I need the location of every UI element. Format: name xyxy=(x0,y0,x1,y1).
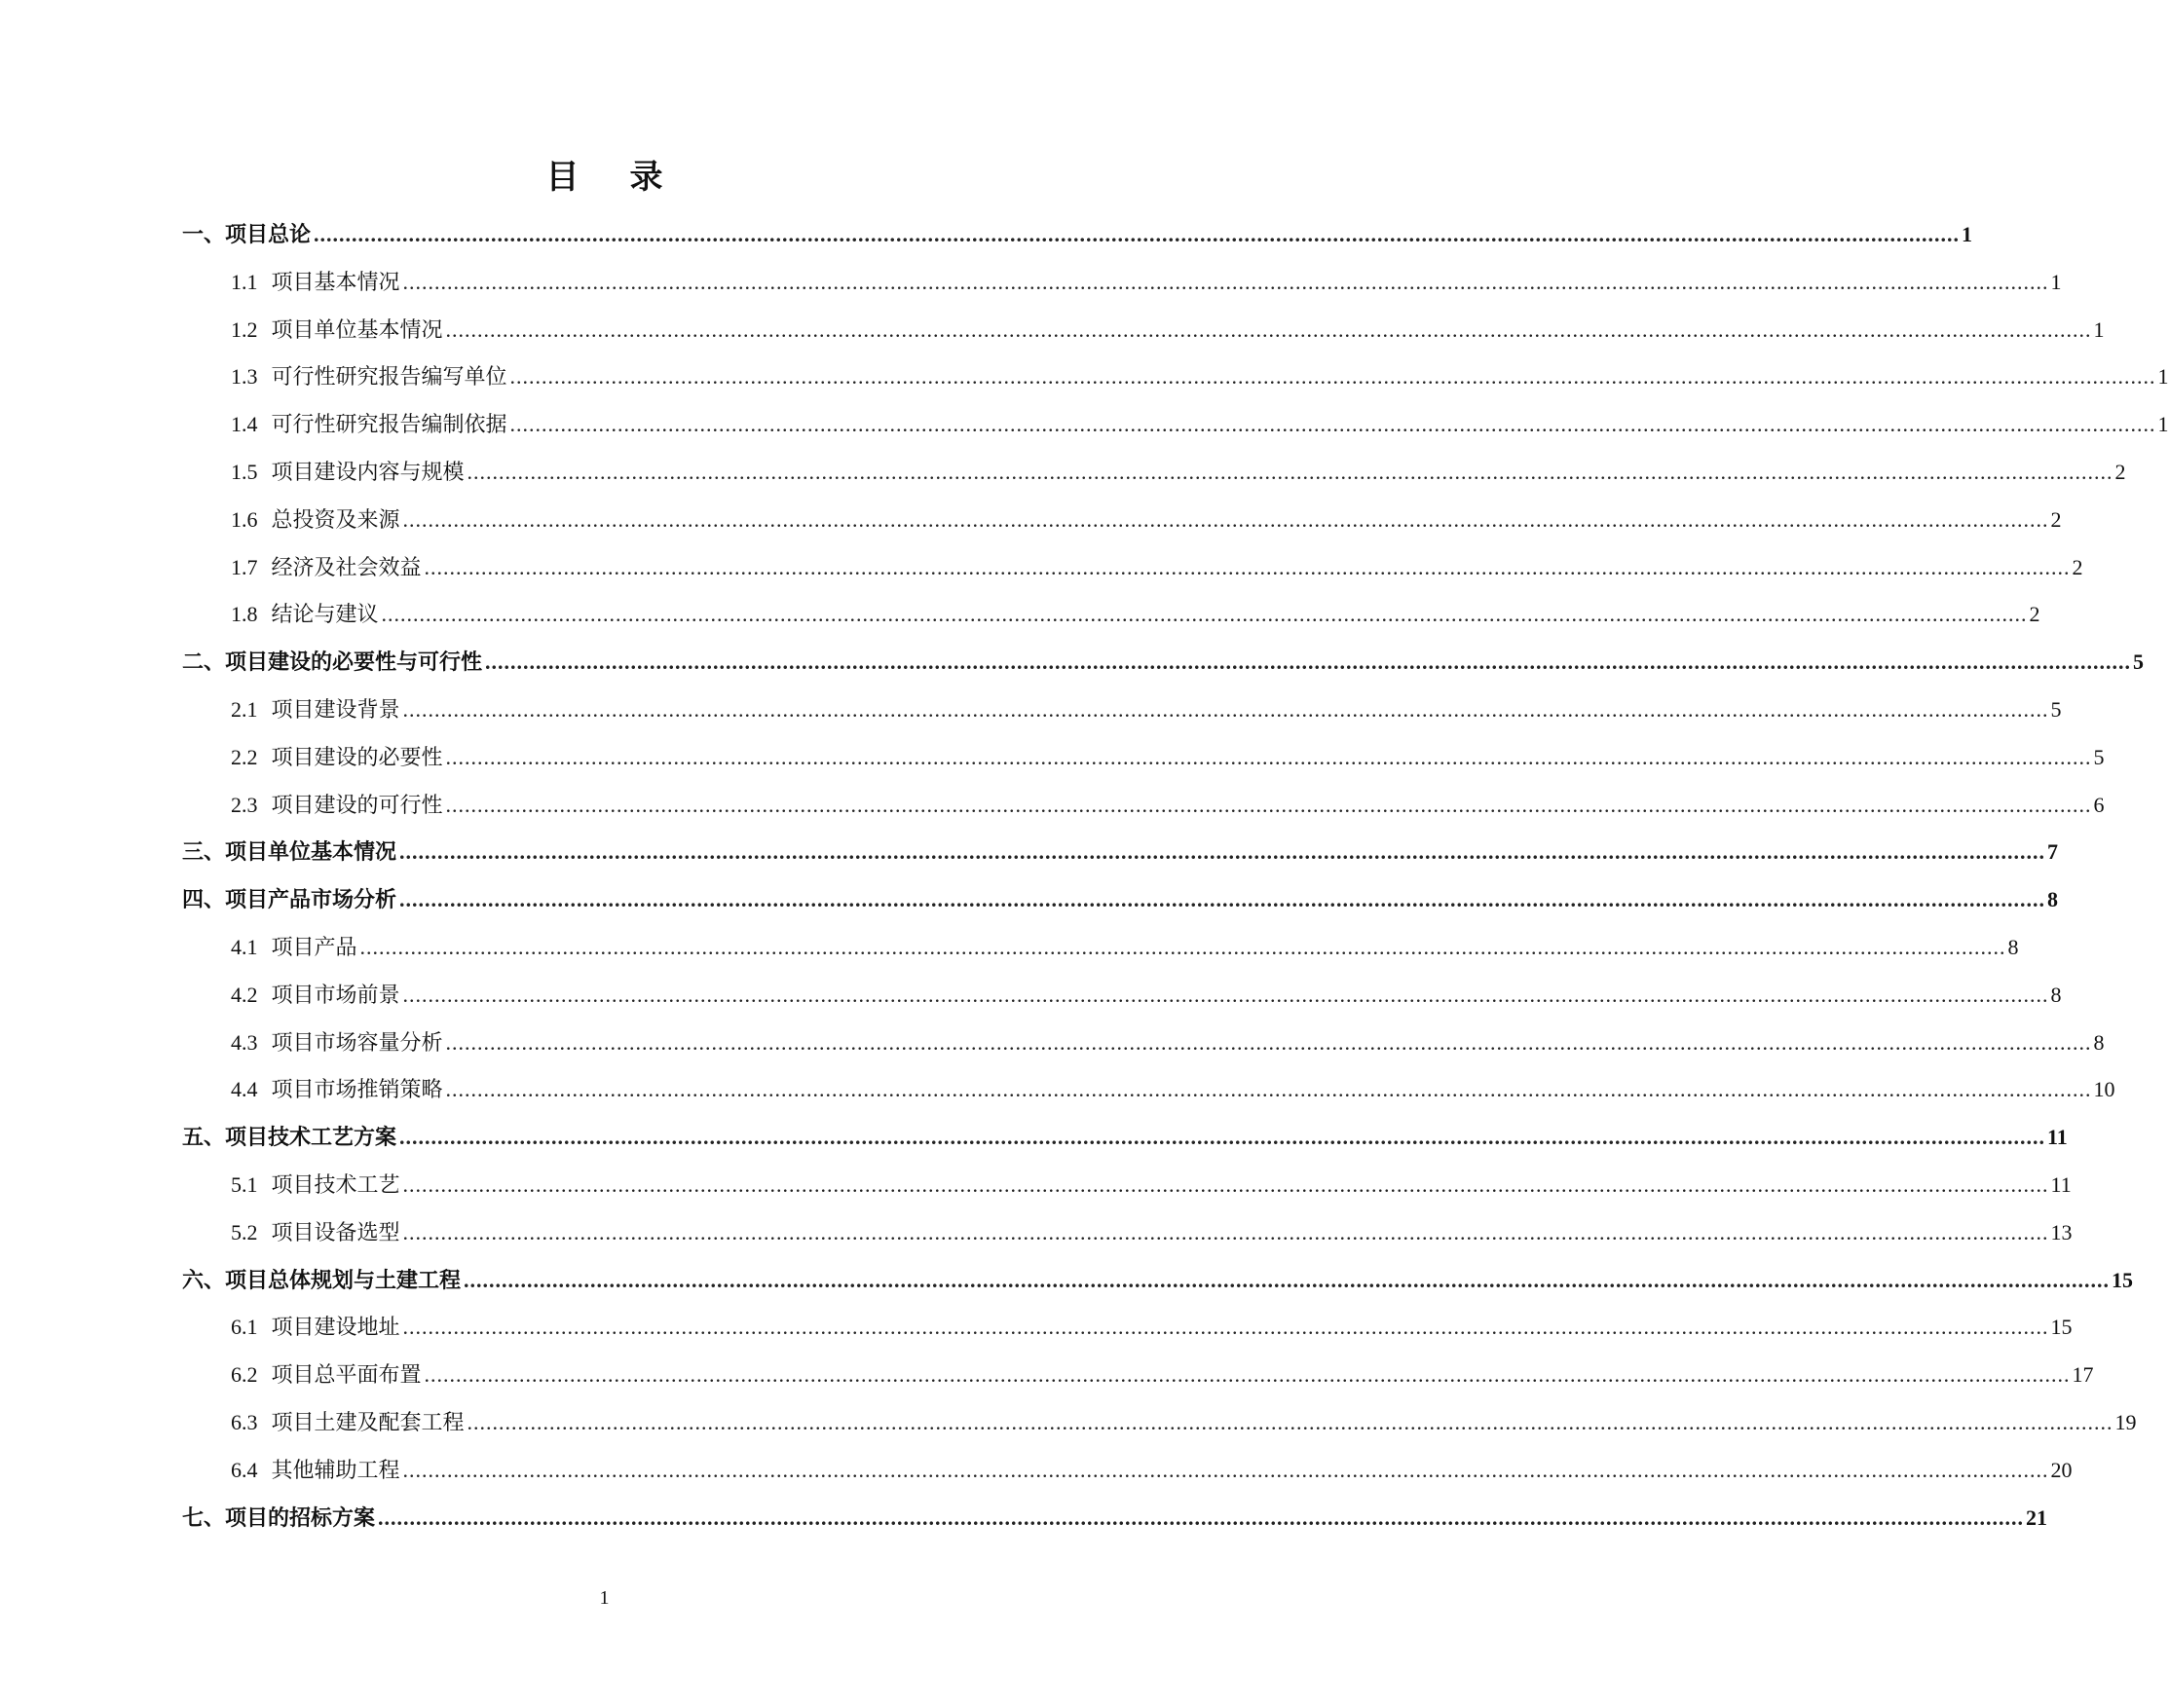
toc-leader-dots: .................................................................................................................................................................................................................................................................... xyxy=(445,1077,2092,1102)
toc-entry-title: 项目市场推销策略 xyxy=(271,1077,443,1102)
toc-section-entry[interactable] xyxy=(182,1304,2073,1352)
toc-entry-page-number: 11 xyxy=(2050,1171,2072,1197)
toc-entry-title: 七、项目的招标方案 xyxy=(182,1504,376,1530)
toc-entry-page-number: 13 xyxy=(2050,1219,2073,1244)
toc-entry-page-number: 11 xyxy=(2047,1125,2068,1150)
toc-section-entry[interactable] xyxy=(182,972,2062,1020)
toc-section-entry[interactable] xyxy=(182,353,2169,401)
toc-entry-page-number: 2 xyxy=(2050,506,2062,532)
toc-section-entry[interactable] xyxy=(182,687,2062,734)
toc-entry-page-number: 15 xyxy=(2050,1315,2073,1340)
toc-section-entry[interactable] xyxy=(182,591,2040,639)
toc-entry-number: 1.5 xyxy=(231,459,258,484)
toc-leader-dots: .................................................................................................................................................................................................................................................................... xyxy=(424,1362,2071,1388)
toc-entry-page-number: 1 xyxy=(2050,269,2062,294)
toc-entry-title: 项目市场容量分析 xyxy=(271,1029,443,1055)
toc-leader-dots: .................................................................................................................................................................................................................................................................... xyxy=(402,269,2049,294)
toc-entry-page-number: 7 xyxy=(2047,839,2059,865)
toc-leader-dots: .................................................................................................................................................................................................................................................................... xyxy=(399,839,2046,865)
toc-entry-number: 1.7 xyxy=(231,554,258,579)
toc-entry-page-number: 5 xyxy=(2050,696,2062,722)
toc-entry-number: 6.1 xyxy=(231,1315,258,1340)
toc-section-entry[interactable] xyxy=(182,782,2105,830)
toc-entry-page-number: 1 xyxy=(2093,316,2105,342)
toc-entry-number: 5.2 xyxy=(231,1219,258,1244)
toc-leader-dots: .................................................................................................................................................................................................................................................................... xyxy=(402,1457,2049,1482)
toc-entry-page-number: 8 xyxy=(2007,934,2019,959)
toc-section-entry[interactable] xyxy=(182,1399,2137,1447)
toc-entry-title: 二、项目建设的必要性与可行性 xyxy=(182,650,483,675)
table-of-contents xyxy=(182,211,2169,1541)
toc-entry-number: 6.3 xyxy=(231,1409,258,1434)
toc-entry-title: 四、项目产品市场分析 xyxy=(182,887,397,912)
toc-entry-page-number: 1 xyxy=(2157,412,2169,437)
toc-leader-dots: .................................................................................................................................................................................................................................................................... xyxy=(399,887,2046,912)
toc-chapter-entry[interactable] xyxy=(182,1257,2134,1305)
toc-entry-number: 1.3 xyxy=(231,364,258,390)
toc-entry-page-number: 2 xyxy=(2029,602,2040,627)
toc-entry-number: 6.4 xyxy=(231,1457,258,1482)
page-title xyxy=(0,154,1209,203)
toc-entry-title: 结论与建议 xyxy=(271,602,379,627)
toc-section-entry[interactable] xyxy=(182,497,2062,544)
toc-leader-dots: .................................................................................................................................................................................................................................................................... xyxy=(402,1315,2049,1340)
toc-entry-page-number: 2 xyxy=(2072,554,2083,579)
toc-entry-page-number: 1 xyxy=(1962,222,1973,246)
toc-leader-dots: .................................................................................................................................................................................................................................................................... xyxy=(314,222,1961,246)
toc-entry-title: 经济及社会效益 xyxy=(271,554,422,579)
toc-entry-title: 六、项目总体规划与土建工程 xyxy=(182,1267,462,1292)
toc-entry-number: 2.1 xyxy=(231,696,258,722)
toc-entry-number: 1.4 xyxy=(231,412,258,437)
toc-section-entry[interactable] xyxy=(182,449,2126,497)
toc-chapter-entry[interactable] xyxy=(182,639,2145,687)
toc-entry-title: 三、项目单位基本情况 xyxy=(182,839,397,865)
toc-entry-page-number: 1 xyxy=(2157,364,2169,390)
toc-leader-dots: .................................................................................................................................................................................................................................................................... xyxy=(467,1409,2113,1434)
toc-entry-title: 项目建设背景 xyxy=(271,696,400,722)
toc-entry-number: 1.1 xyxy=(231,269,258,294)
toc-entry-page-number: 17 xyxy=(2072,1362,2094,1388)
toc-leader-dots: .................................................................................................................................................................................................................................................................... xyxy=(402,982,2049,1007)
toc-section-entry[interactable] xyxy=(182,1020,2105,1067)
toc-leader-dots: .................................................................................................................................................................................................................................................................... xyxy=(467,459,2113,484)
toc-leader-dots: .................................................................................................................................................................................................................................................................... xyxy=(509,412,2156,437)
toc-entry-title: 项目总平面布置 xyxy=(271,1362,422,1388)
toc-entry-title: 其他辅助工程 xyxy=(271,1457,400,1482)
toc-entry-number: 2.2 xyxy=(231,744,258,769)
toc-leader-dots: .................................................................................................................................................................................................................................................................... xyxy=(445,792,2092,817)
toc-leader-dots: .................................................................................................................................................................................................................................................................... xyxy=(485,650,2132,675)
toc-entry-title: 项目基本情况 xyxy=(271,269,400,294)
footer-page-number: 1 xyxy=(599,1587,610,1609)
toc-entry-page-number: 6 xyxy=(2093,792,2105,817)
toc-leader-dots: .................................................................................................................................................................................................................................................................... xyxy=(445,316,2092,342)
toc-entry-title: 项目建设内容与规模 xyxy=(271,459,465,484)
toc-section-entry[interactable] xyxy=(182,259,2062,307)
toc-section-entry[interactable] xyxy=(182,734,2105,782)
toc-entry-title: 可行性研究报告编制依据 xyxy=(271,412,507,437)
toc-chapter-entry[interactable] xyxy=(182,829,2059,876)
toc-entry-number: 4.1 xyxy=(231,934,258,959)
toc-entry-page-number: 5 xyxy=(2093,744,2105,769)
toc-leader-dots: .................................................................................................................................................................................................................................................................... xyxy=(445,1029,2092,1055)
toc-leader-dots: .................................................................................................................................................................................................................................................................... xyxy=(402,696,2049,722)
toc-entry-title: 项目建设地址 xyxy=(271,1315,400,1340)
toc-leader-dots: .................................................................................................................................................................................................................................................................... xyxy=(399,1125,2046,1150)
toc-section-entry[interactable] xyxy=(182,924,2019,972)
toc-section-entry[interactable] xyxy=(182,1447,2073,1495)
toc-chapter-entry[interactable] xyxy=(182,876,2059,924)
toc-section-entry[interactable] xyxy=(182,544,2083,592)
toc-entry-page-number: 8 xyxy=(2047,887,2059,912)
toc-entry-title: 五、项目技术工艺方案 xyxy=(182,1125,397,1150)
toc-entry-title: 项目土建及配套工程 xyxy=(271,1409,465,1434)
toc-section-entry[interactable] xyxy=(182,1209,2073,1257)
toc-section-entry[interactable] xyxy=(182,401,2169,449)
toc-entry-page-number: 2 xyxy=(2114,459,2126,484)
toc-entry-title: 项目建设的可行性 xyxy=(271,792,443,817)
toc-section-entry[interactable] xyxy=(182,1066,2115,1114)
toc-chapter-entry[interactable] xyxy=(182,1114,2068,1162)
toc-entry-page-number: 5 xyxy=(2133,650,2145,675)
toc-entry-number: 1.8 xyxy=(231,602,258,627)
toc-leader-dots: .................................................................................................................................................................................................................................................................... xyxy=(359,934,2006,959)
toc-leader-dots: .................................................................................................................................................................................................................................................................... xyxy=(445,744,2092,769)
toc-section-entry[interactable] xyxy=(182,1352,2094,1399)
toc-entry-number: 5.1 xyxy=(231,1171,258,1197)
toc-entry-title: 项目建设的必要性 xyxy=(271,744,443,769)
toc-entry-number: 4.4 xyxy=(231,1077,258,1102)
toc-entry-page-number: 10 xyxy=(2093,1077,2115,1102)
toc-entry-number: 4.3 xyxy=(231,1029,258,1055)
toc-leader-dots: .................................................................................................................................................................................................................................................................... xyxy=(381,602,2028,627)
toc-chapter-entry[interactable] xyxy=(182,1495,2048,1542)
toc-chapter-entry[interactable] xyxy=(182,211,1973,259)
toc-entry-page-number: 19 xyxy=(2114,1409,2137,1434)
toc-entry-title: 项目技术工艺 xyxy=(271,1171,400,1197)
toc-entry-number: 4.2 xyxy=(231,982,258,1007)
toc-entry-number: 6.2 xyxy=(231,1362,258,1388)
toc-leader-dots: .................................................................................................................................................................................................................................................................... xyxy=(402,1171,2049,1197)
page-title-part-1: 目 xyxy=(545,160,580,196)
toc-leader-dots: .................................................................................................................................................................................................................................................................... xyxy=(402,506,2049,532)
toc-leader-dots: .................................................................................................................................................................................................................................................................... xyxy=(402,1219,2049,1244)
toc-entry-title: 可行性研究报告编写单位 xyxy=(271,364,507,390)
toc-leader-dots: .................................................................................................................................................................................................................................................................... xyxy=(378,1504,2025,1530)
toc-entry-title: 项目产品 xyxy=(271,934,357,959)
page-title-part-2: 录 xyxy=(629,160,663,196)
toc-entry-title: 总投资及来源 xyxy=(271,506,400,532)
toc-entry-page-number: 8 xyxy=(2093,1029,2105,1055)
toc-leader-dots: .................................................................................................................................................................................................................................................................... xyxy=(424,554,2071,579)
toc-entry-number: 1.2 xyxy=(231,316,258,342)
toc-leader-dots: .................................................................................................................................................................................................................................................................... xyxy=(464,1267,2111,1292)
toc-entry-page-number: 20 xyxy=(2050,1457,2073,1482)
toc-entry-title: 项目设备选型 xyxy=(271,1219,400,1244)
toc-section-entry[interactable] xyxy=(182,1162,2072,1209)
toc-leader-dots: .................................................................................................................................................................................................................................................................... xyxy=(509,364,2156,390)
toc-entry-number: 2.3 xyxy=(231,792,258,817)
toc-entry-page-number: 21 xyxy=(2026,1504,2048,1530)
toc-entry-page-number: 8 xyxy=(2050,982,2062,1007)
toc-entry-title: 项目市场前景 xyxy=(271,982,400,1007)
toc-entry-number: 1.6 xyxy=(231,506,258,532)
toc-entry-title: 一、项目总论 xyxy=(182,222,312,246)
toc-section-entry[interactable] xyxy=(182,307,2105,354)
toc-entry-page-number: 15 xyxy=(2112,1267,2134,1292)
toc-entry-title: 项目单位基本情况 xyxy=(271,316,443,342)
